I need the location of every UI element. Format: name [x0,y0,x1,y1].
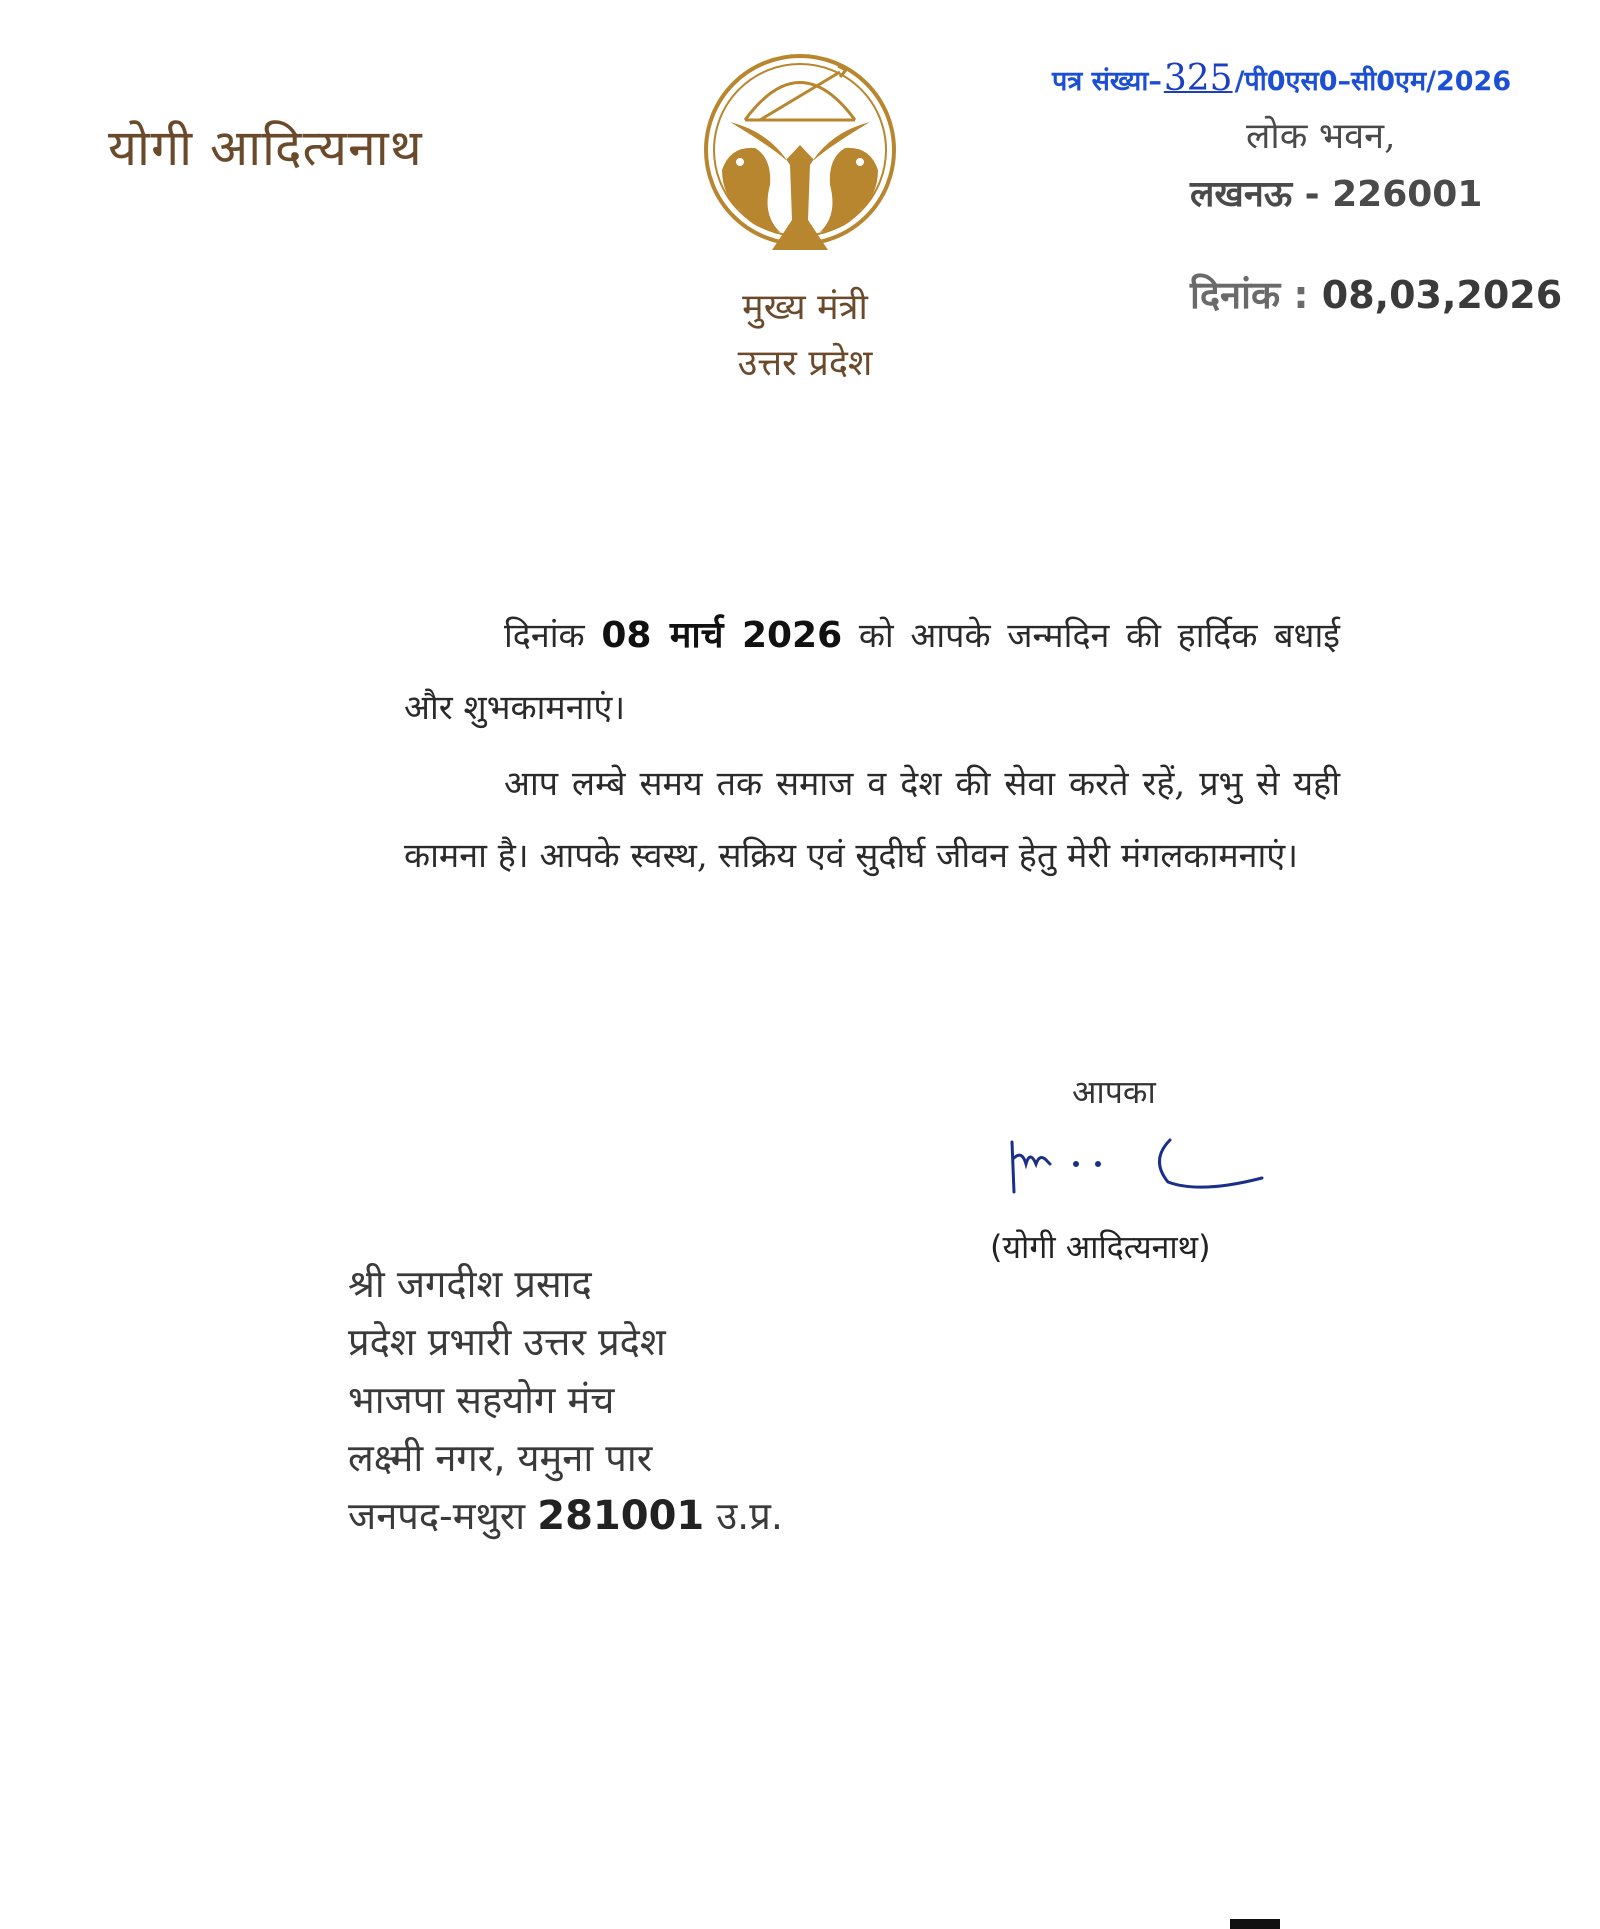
recipient-line-4: लक्ष्मी नगर, यमुना पार [348,1436,653,1480]
letter-date [1190,268,1562,320]
closing-salutation: आपका [1072,1073,1156,1111]
date-value: 08,03,2026 [1321,273,1563,317]
handwritten-signature [1000,1120,1280,1210]
body-paragraph-2: आप लम्बे समय तक समाज व देश की सेवा करते रहें, प्रभु से यही कामना है। आपके स्वस्थ, सक्रिय एवं सुदीर्घ जीवन हेतु मेरी मंगलकामनाएं। [404,764,1340,876]
letter-body [404,600,1340,892]
sender-name: योगी आदित्यनाथ [108,119,423,177]
letter-reference-number [1052,58,1511,99]
recipient-line-3: भाजपा सहयोग मंच [348,1378,615,1422]
office-title-line1: मुख्य मंत्री [742,287,868,328]
letter-number-handwritten: 325 [1163,58,1233,99]
state-abbr: उ.प्र. [704,1494,783,1538]
office-title [690,280,920,392]
recipient-line-5 [348,1487,783,1545]
body-paragraph-1 [404,600,1340,744]
recipient-line-1: श्री जगदीश प्रसाद [348,1262,592,1306]
birthday-date: 08 मार्च 2026 [601,615,843,656]
recipient-line-2: प्रदेश प्रभारी उत्तर प्रदेश [348,1320,666,1364]
office-title-line2: उत्तर प्रदेश [737,343,873,384]
signer-name: (योगी आदित्यनाथ) [990,1228,1211,1266]
recipient-address [348,1255,783,1545]
date-label: दिनांक : [1190,273,1309,317]
bottom-edge-mark [1230,1919,1280,1929]
address-line-1: लोक भवन, [1246,116,1396,157]
pin-code: 281001 [537,1493,705,1539]
para1-before: दिनांक [504,616,602,656]
letter-number-suffix: /पी0एस0–सी0एम/2026 [1234,66,1512,97]
up-government-emblem [700,50,900,265]
letter-number-prefix: पत्र संख्या– [1052,66,1162,97]
para1-after: को आपके जन्मदिन की हार्दिक बधाई और शुभकामनाएं। [404,616,1340,728]
address-line-2: लखनऊ - 226001 [1190,174,1483,215]
district-label: जनपद-मथुरा [348,1494,538,1538]
